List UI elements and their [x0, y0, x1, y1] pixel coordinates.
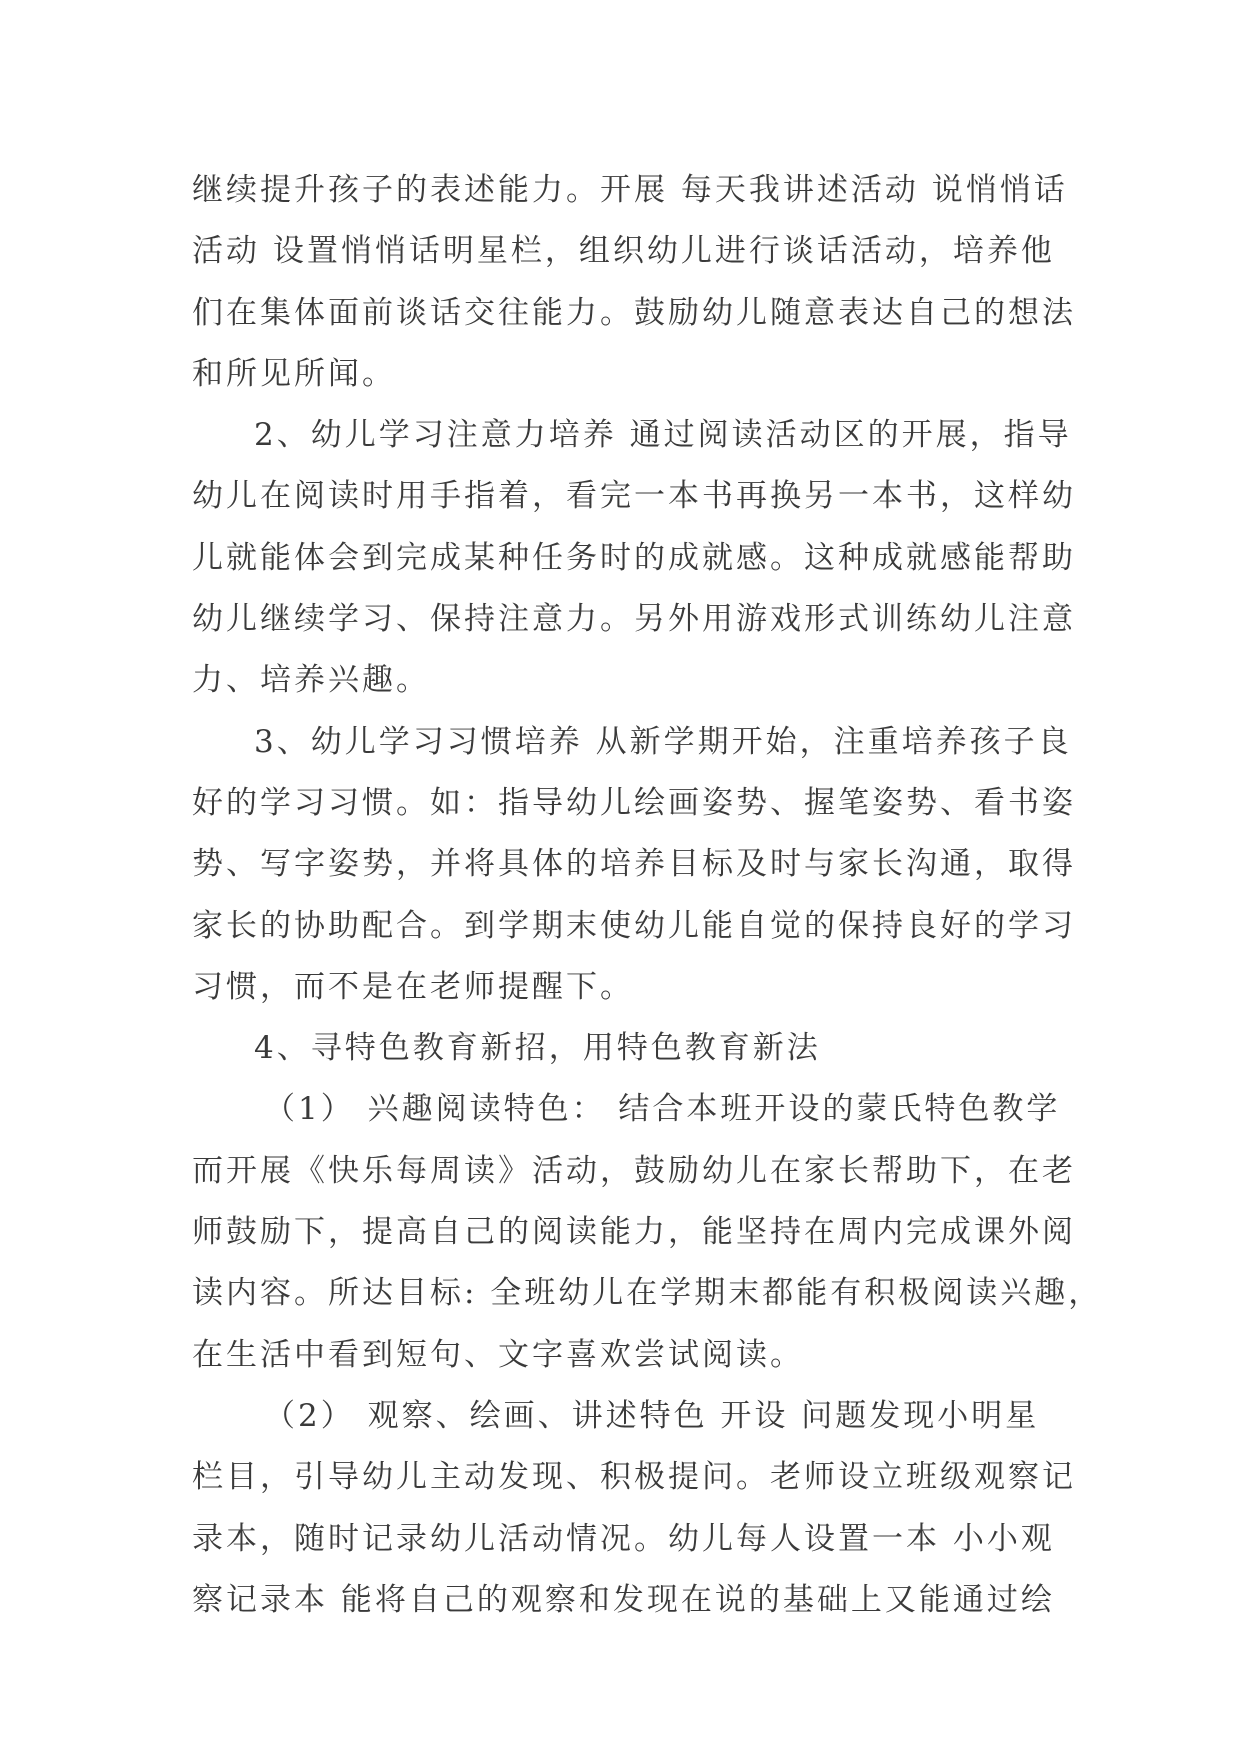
- text-line: 活动 设置悄悄话明星栏，组织幼儿进行谈话活动，培养他: [192, 233, 1055, 270]
- text-line: 在生活中看到短句、文字喜欢尝试阅读。: [192, 1336, 804, 1373]
- text-line: 幼儿继续学习、保持注意力。另外用游戏形式训练幼儿注意: [192, 601, 1076, 638]
- text-line: 势、写字姿势，并将具体的培养目标及时与家长沟通，取得: [192, 846, 1076, 883]
- text-line: 读内容。所达目标: 全班幼儿在学期末都能有积极阅读兴趣，: [192, 1275, 1103, 1312]
- paragraph-heading-line: 3、幼儿学习习惯培养 从新学期开始，注重培养孩子良: [254, 723, 1072, 760]
- subparagraph-heading-line: （2） 观察、绘画、讲述特色 开设 问题发现小明星: [264, 1397, 1040, 1434]
- text-line: 们在集体面前谈话交往能力。鼓励幼儿随意表达自己的想法: [192, 294, 1076, 331]
- text-line: 幼儿在阅读时用手指着，看完一本书再换另一本书，这样幼: [192, 478, 1076, 515]
- text-line: 好的学习习惯。如：指导幼儿绘画姿势、握笔姿势、看书姿: [192, 784, 1076, 821]
- text-line: 察记录本 能将自己的观察和发现在说的基础上又能通过绘: [192, 1581, 1055, 1618]
- text-line: 和所见所闻。: [192, 355, 396, 392]
- text-line: 师鼓励下，提高自己的阅读能力，能坚持在周内完成课外阅: [192, 1214, 1076, 1251]
- text-line: 力、培养兴趣。: [192, 662, 430, 699]
- text-line: 录本，随时记录幼儿活动情况。幼儿每人设置一本 小小观: [192, 1520, 1055, 1557]
- subparagraph-heading-line: （1） 兴趣阅读特色： 结合本班开设的蒙氏特色教学: [264, 1091, 1061, 1128]
- text-line: 习惯，而不是在老师提醒下。: [192, 968, 634, 1005]
- paragraph-heading-line: 2、幼儿学习注意力培养 通过阅读活动区的开展，指导: [254, 417, 1072, 454]
- text-line: 继续提升孩子的表述能力。开展 每天我讲述活动 说悄悄话: [192, 172, 1068, 208]
- text-line: 而开展《快乐每周读》活动，鼓励幼儿在家长帮助下，在老: [192, 1152, 1076, 1189]
- document-body: [192, 160, 1103, 1631]
- paragraph-heading-line: 4、寻特色教育新招，用特色教育新法: [254, 1030, 821, 1067]
- text-line: 家长的协助配合。到学期末使幼儿能自觉的保持良好的学习: [192, 907, 1076, 944]
- text-line: 栏目，引导幼儿主动发现、积极提问。老师设立班级观察记: [192, 1459, 1076, 1496]
- text-line: 儿就能体会到完成某种任务时的成就感。这种成就感能帮助: [192, 539, 1076, 576]
